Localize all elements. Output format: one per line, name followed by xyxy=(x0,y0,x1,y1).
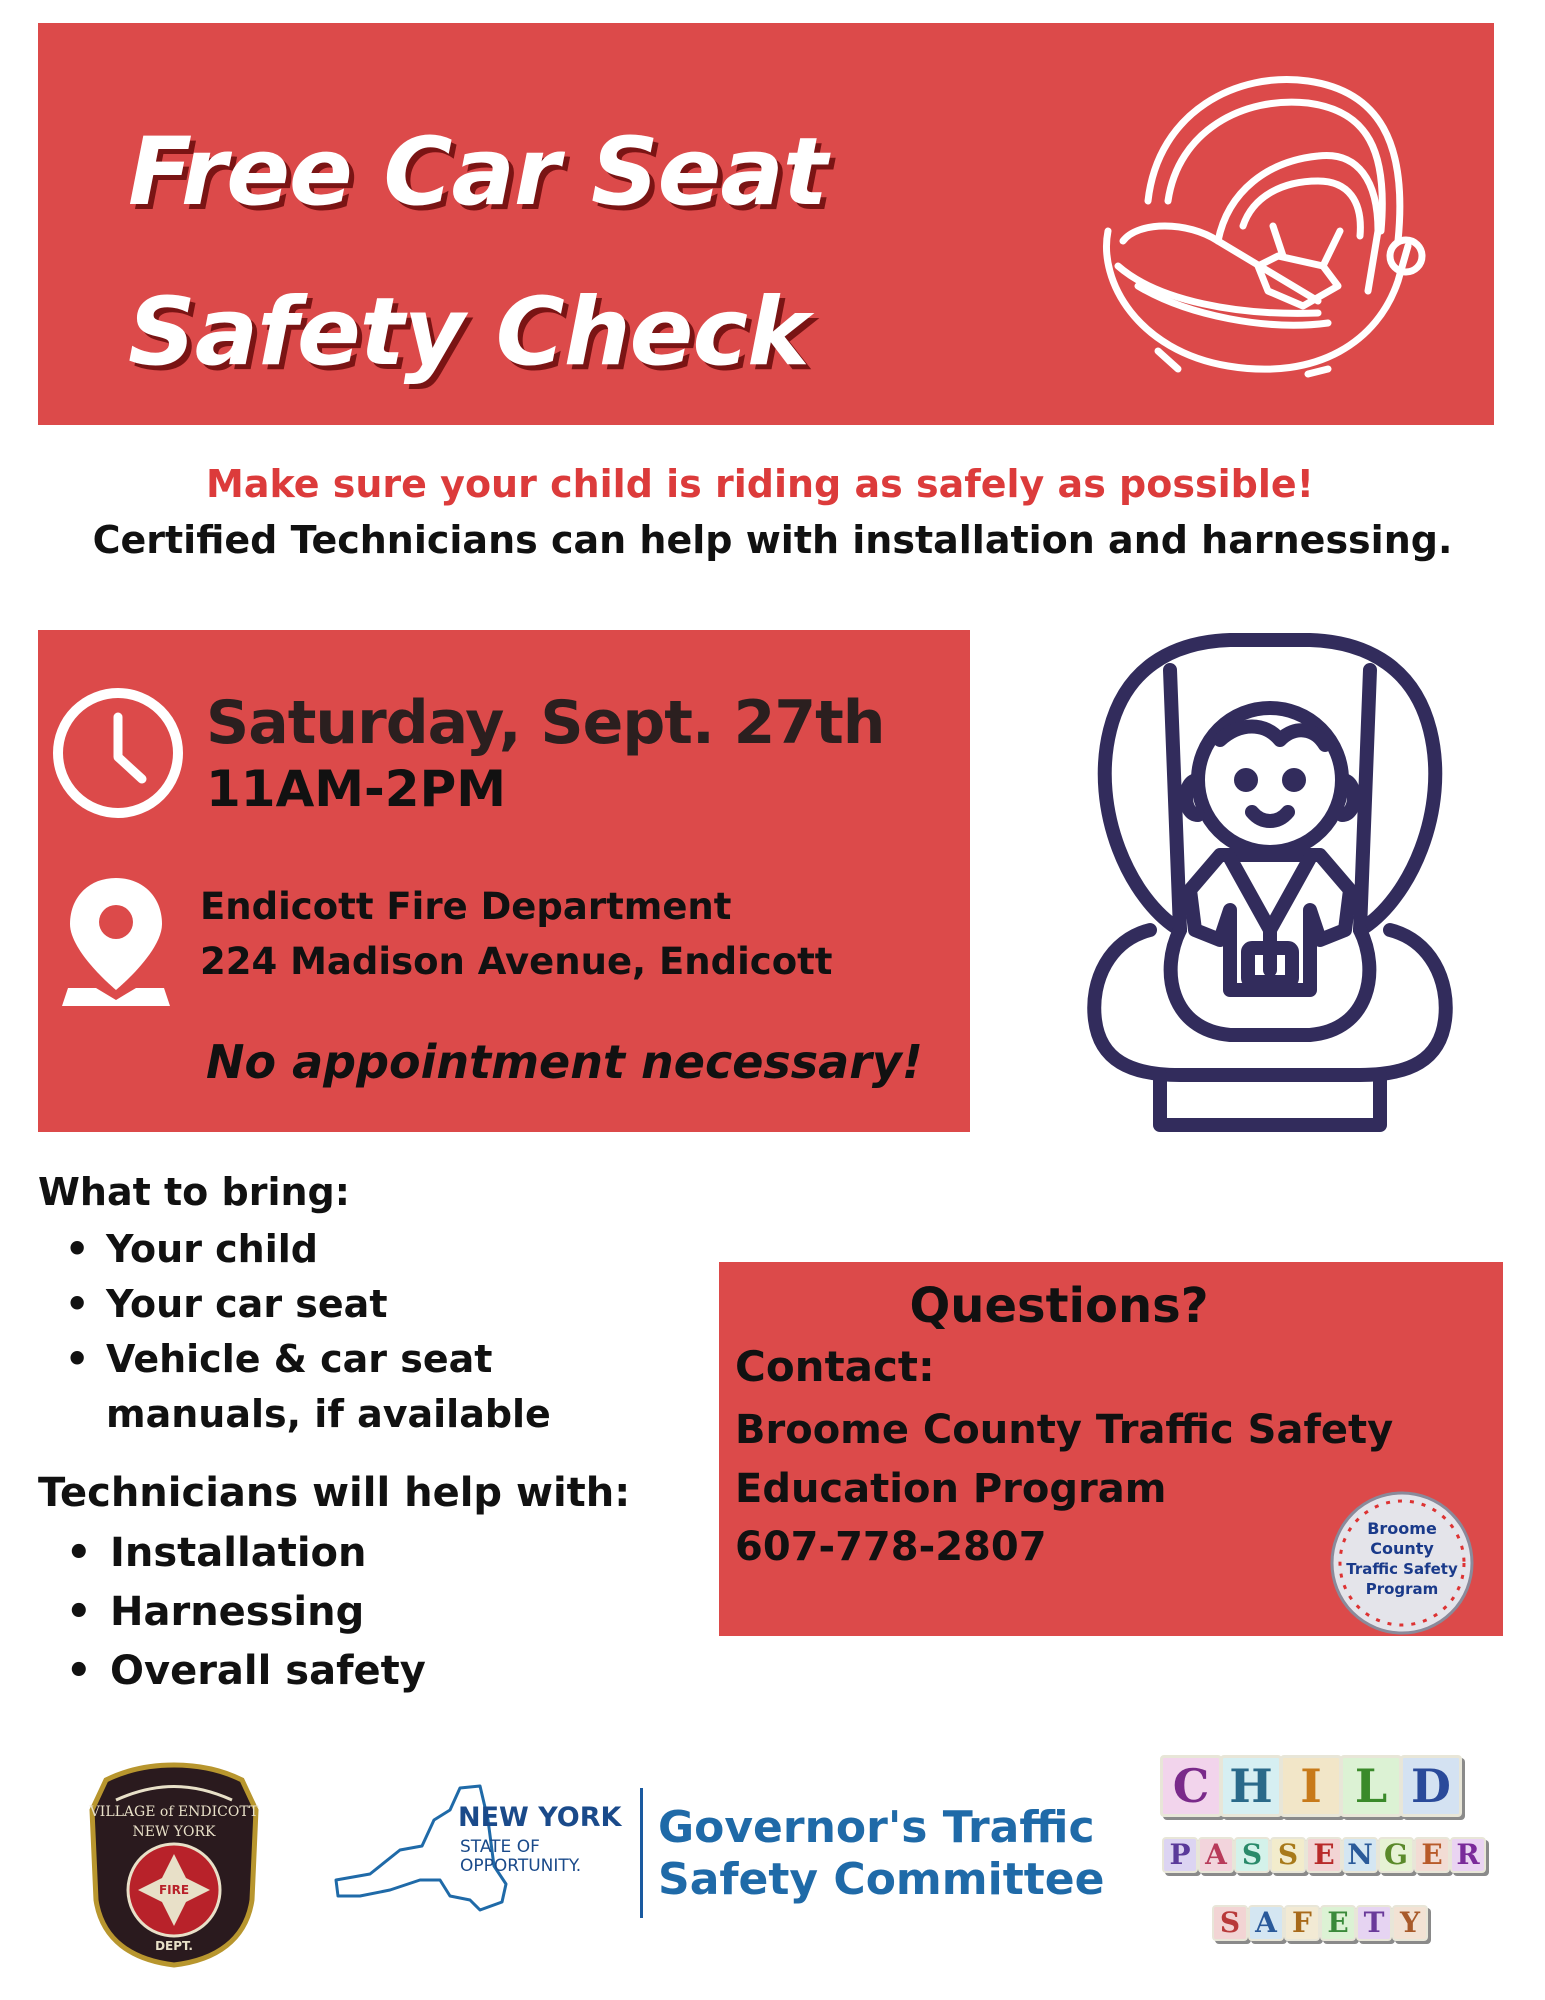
letter-block: C xyxy=(1160,1755,1222,1817)
svg-text:Broome: Broome xyxy=(1367,1519,1437,1538)
ny-brand-line-1: NEW YORK xyxy=(458,1802,622,1833)
event-info-box xyxy=(38,630,970,1132)
clock-icon xyxy=(50,685,186,821)
svg-text:DEPT.: DEPT. xyxy=(155,1939,193,1953)
event-date: Saturday, Sept. 27th xyxy=(206,688,885,758)
child-passenger-safety-logo xyxy=(1160,1755,1480,1955)
gtsc-line-1: Governor's Traffic xyxy=(658,1802,1095,1853)
questions-box xyxy=(719,1262,1503,1636)
header-banner xyxy=(38,23,1494,425)
letter-block: E xyxy=(1320,1905,1356,1941)
endicott-fire-dept-badge-logo xyxy=(86,1750,262,1970)
help-title: Technicians will help with: xyxy=(38,1470,631,1516)
help-list xyxy=(60,1524,426,1701)
contact-org-line-1: Broome County Traffic Safety xyxy=(735,1407,1394,1453)
letter-block: R xyxy=(1450,1837,1486,1873)
letter-block: H xyxy=(1220,1755,1282,1817)
child-in-car-seat-icon xyxy=(1070,630,1470,1140)
infant-car-seat-icon xyxy=(1078,51,1458,391)
contact-org-line-2: Education Program xyxy=(735,1466,1167,1512)
questions-title: Questions? xyxy=(909,1278,1209,1334)
contact-label: Contact: xyxy=(735,1342,935,1391)
venue-name: Endicott Fire Department xyxy=(200,885,732,928)
contact-phone: 607-778-2807 xyxy=(735,1524,1047,1570)
divider xyxy=(640,1788,643,1918)
svg-text:County: County xyxy=(1370,1539,1434,1558)
svg-text:Program: Program xyxy=(1365,1580,1439,1598)
page-title xyxy=(128,93,1028,413)
letter-block: I xyxy=(1280,1755,1342,1817)
letter-block: S xyxy=(1270,1837,1306,1873)
bring-list xyxy=(60,1222,666,1442)
svg-text:FIRE: FIRE xyxy=(158,1883,190,1897)
broome-county-badge-logo xyxy=(1327,1488,1477,1638)
svg-text:VILLAGE of ENDICOTT: VILLAGE of ENDICOTT xyxy=(89,1804,259,1820)
letter-block: S xyxy=(1212,1905,1248,1941)
event-time: 11AM-2PM xyxy=(206,760,506,818)
location-pin-icon xyxy=(56,870,176,1010)
list-item: • Vehicle & car seat manuals, if available xyxy=(60,1332,666,1442)
letter-block: Y xyxy=(1392,1905,1428,1941)
list-item: • Installation xyxy=(60,1524,426,1583)
list-item: • Harnessing xyxy=(60,1583,426,1642)
list-item: • Overall safety xyxy=(60,1642,426,1701)
svg-text:Traffic Safety: Traffic Safety xyxy=(1346,1560,1458,1578)
svg-text:NEW YORK: NEW YORK xyxy=(132,1824,216,1840)
letter-block: E xyxy=(1306,1837,1342,1873)
letter-block: A xyxy=(1198,1837,1234,1873)
list-item: • Your child xyxy=(60,1222,666,1277)
letter-block: D xyxy=(1400,1755,1462,1817)
no-appointment-note: No appointment necessary! xyxy=(206,1035,923,1089)
letter-block: E xyxy=(1414,1837,1450,1873)
letter-block: A xyxy=(1248,1905,1284,1941)
venue-address: 224 Madison Avenue, Endicott xyxy=(200,940,833,983)
tagline-body: Certified Technicians can help with installation and harnessing. xyxy=(92,518,1453,562)
letter-block: T xyxy=(1356,1905,1392,1941)
gtsc-line-2: Safety Committee xyxy=(658,1854,1105,1905)
title-line-2: Safety Check xyxy=(128,278,809,387)
letter-block: P xyxy=(1162,1837,1198,1873)
bring-title: What to bring: xyxy=(38,1170,350,1214)
ny-brand-line-2: STATE OF OPPORTUNITY. xyxy=(460,1837,582,1876)
letter-block: S xyxy=(1234,1837,1270,1873)
list-item: • Your car seat xyxy=(60,1277,666,1332)
tagline-highlight: Make sure your child is riding as safely as possible! xyxy=(206,462,1314,506)
letter-block: L xyxy=(1340,1755,1402,1817)
letter-block: G xyxy=(1378,1837,1414,1873)
letter-block: N xyxy=(1342,1837,1378,1873)
letter-block: F xyxy=(1284,1905,1320,1941)
title-line-1: Free Car Seat xyxy=(128,118,827,227)
